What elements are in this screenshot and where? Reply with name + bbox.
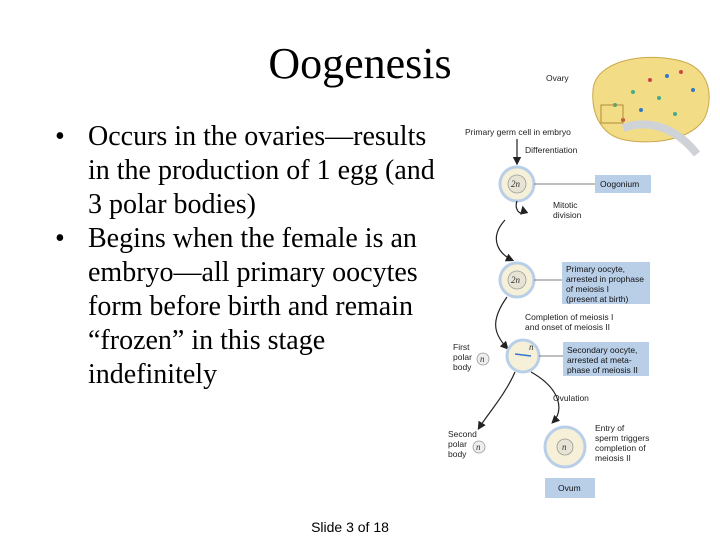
primary-oocyte-cell <box>500 263 534 297</box>
ovum-label: Ovum <box>558 483 581 493</box>
ovum-cell <box>545 427 585 467</box>
oogonium-cell <box>500 167 534 201</box>
bullet-list <box>55 120 445 392</box>
ploidy-label: 2n <box>511 179 520 189</box>
mitotic-arrow <box>516 201 523 213</box>
ploidy-label: 2n <box>511 275 520 285</box>
bullet-marker: • <box>55 223 65 254</box>
oogonium-label: Oogonium <box>600 179 640 189</box>
primary-oocyte-label: Primary oocyte, arrested in prophase of meiosis I (present at birth) <box>566 264 644 304</box>
secondary-oocyte-cell <box>507 340 539 372</box>
secondary-oocyte-label: Secondary oocyte, arrested at meta-phase of meiosis II <box>567 345 638 375</box>
bullet-text: Occurs in the ovaries—results in the production of 1 egg (and 3 polar bodies) <box>88 121 435 220</box>
second-polar-label: Second polar body <box>448 429 477 459</box>
ovary-label: Ovary <box>546 73 569 83</box>
differentiation-label: Differentiation <box>525 145 578 155</box>
ploidy-label: n <box>562 442 567 452</box>
ovulation-label: Ovulation <box>553 393 589 403</box>
first-polar-label: First polar body <box>453 342 472 372</box>
sperm-entry-label: Entry of sperm triggers completion of meiosis II <box>595 423 650 463</box>
germ-cell-label: Primary germ cell in embryo <box>465 127 571 137</box>
bullet-text: Begins when the female is an embryo—all primary oocytes form before birth and remain “frozen” in this stage indefinitely <box>88 223 418 390</box>
slide-number: Slide 3 of 18 <box>311 519 389 535</box>
mitotic-division-label: Mitotic division <box>553 200 582 220</box>
ovary-illustration <box>593 57 709 154</box>
bullet-marker: • <box>55 121 65 152</box>
ploidy-label: n <box>480 354 485 364</box>
ploidy-label: n <box>476 442 481 452</box>
slide-title: Oogenesis <box>268 39 452 88</box>
oogenesis-diagram <box>445 50 710 510</box>
bullet-item <box>55 222 445 392</box>
ploidy-label: n <box>529 342 534 352</box>
completion-meiosis-label: Completion of meiosis I and onset of meiosis II <box>525 312 614 332</box>
bullet-item <box>55 120 445 222</box>
